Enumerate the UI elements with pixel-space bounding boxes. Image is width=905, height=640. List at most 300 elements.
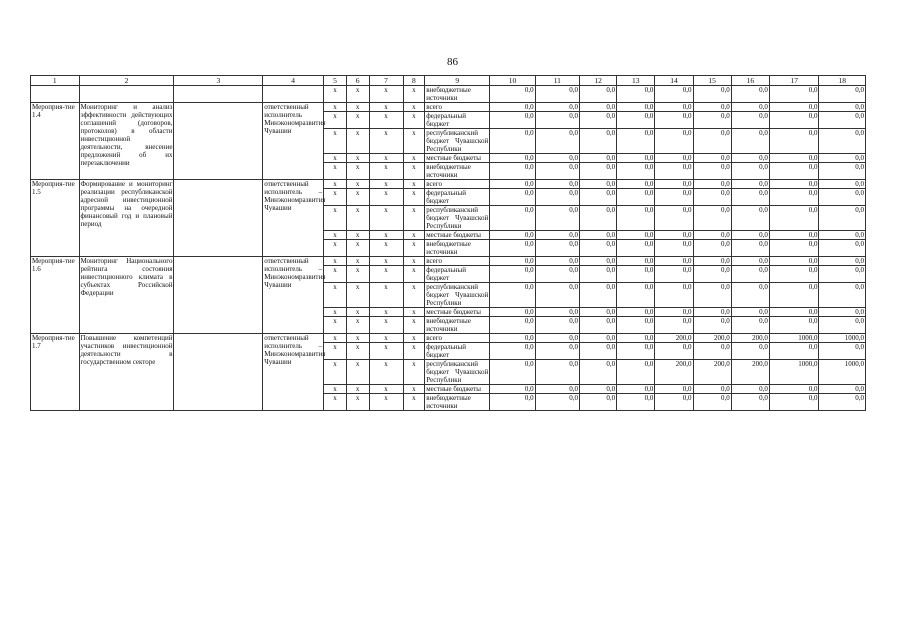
event-id: Мероприя-тие 1.4 <box>31 103 80 180</box>
value-cell: 0,0 <box>580 206 617 231</box>
value-cell: 0,0 <box>535 231 579 240</box>
executor: ответственный исполнитель – Минэкономразвития Чувашии <box>263 257 324 334</box>
value-cell: 0,0 <box>490 343 535 360</box>
x-cell: x <box>403 240 425 257</box>
value-cell: 0,0 <box>535 240 579 257</box>
x-cell: x <box>369 240 403 257</box>
column-header: 5 <box>324 76 347 86</box>
value-cell: 0,0 <box>769 180 819 189</box>
value-cell: 0,0 <box>819 283 866 308</box>
funding-source: внебюджетные источники <box>425 317 490 334</box>
funding-source: республиканский бюджет Чувашской Республики <box>426 206 489 230</box>
x-cell: x <box>324 129 347 154</box>
value-cell: 0,0 <box>769 385 819 394</box>
value-cell: 0,0 <box>580 112 617 129</box>
x-cell: x <box>346 343 369 360</box>
value-cell: 0,0 <box>693 343 731 360</box>
x-cell: x <box>403 231 425 240</box>
value-cell: 0,0 <box>769 308 819 317</box>
x-cell: x <box>369 343 403 360</box>
value-cell: 0,0 <box>490 163 535 180</box>
column-header: 15 <box>693 76 731 86</box>
value-cell: 0,0 <box>490 308 535 317</box>
value-cell: 0,0 <box>655 112 693 129</box>
value-cell: 0,0 <box>731 163 769 180</box>
value-cell: 0,0 <box>819 385 866 394</box>
value-cell: 0,0 <box>617 103 655 112</box>
funding-source: внебюджетные источники <box>425 394 490 411</box>
x-cell: x <box>324 317 347 334</box>
x-cell: x <box>324 257 347 266</box>
value-cell: 0,0 <box>580 103 617 112</box>
value-cell: 0,0 <box>819 154 866 163</box>
value-cell: 0,0 <box>769 129 819 154</box>
value-cell: 0,0 <box>490 129 535 154</box>
x-cell: x <box>403 385 425 394</box>
x-cell: x <box>346 283 369 308</box>
value-cell: 0,0 <box>490 189 535 206</box>
value-cell: 0,0 <box>769 154 819 163</box>
value-cell: 0,0 <box>655 163 693 180</box>
table-row <box>31 86 866 103</box>
value-cell: 0,0 <box>693 266 731 283</box>
x-cell: x <box>369 231 403 240</box>
x-cell: x <box>346 240 369 257</box>
value-cell: 0,0 <box>617 334 655 343</box>
value-cell: 200,0 <box>731 360 769 385</box>
value-cell: 0,0 <box>769 163 819 180</box>
value-cell: 0,0 <box>655 308 693 317</box>
x-cell: x <box>369 206 403 231</box>
value-cell: 0,0 <box>535 112 579 129</box>
x-cell: x <box>403 154 425 163</box>
value-cell: 0,0 <box>769 266 819 283</box>
value-cell: 0,0 <box>617 163 655 180</box>
value-cell: 0,0 <box>535 334 579 343</box>
value-cell: 0,0 <box>769 112 819 129</box>
value-cell: 0,0 <box>580 240 617 257</box>
funding-source: федеральный бюджет <box>425 343 490 360</box>
x-cell: x <box>369 86 403 103</box>
value-cell: 0,0 <box>617 308 655 317</box>
value-cell: 0,0 <box>535 154 579 163</box>
x-cell: x <box>324 385 347 394</box>
value-cell: 0,0 <box>655 385 693 394</box>
x-cell: x <box>369 360 403 385</box>
value-cell: 0,0 <box>490 394 535 411</box>
funding-source: внебюджетные источники <box>425 163 490 180</box>
value-cell: 0,0 <box>580 86 617 103</box>
value-cell: 0,0 <box>819 206 866 231</box>
value-cell: 0,0 <box>731 189 769 206</box>
value-cell: 0,0 <box>535 394 579 411</box>
value-cell: 0,0 <box>769 283 819 308</box>
x-cell: x <box>324 206 347 231</box>
funding-source: федеральный бюджет <box>425 266 490 283</box>
x-cell: x <box>346 334 369 343</box>
value-cell: 0,0 <box>655 394 693 411</box>
value-cell: 0,0 <box>693 257 731 266</box>
value-cell: 0,0 <box>580 317 617 334</box>
value-cell: 0,0 <box>819 129 866 154</box>
x-cell: x <box>346 308 369 317</box>
x-cell: x <box>403 129 425 154</box>
x-cell: x <box>346 163 369 180</box>
value-cell: 0,0 <box>617 206 655 231</box>
x-cell: x <box>403 394 425 411</box>
value-cell: 0,0 <box>490 266 535 283</box>
value-cell: 0,0 <box>535 129 579 154</box>
value-cell: 0,0 <box>769 189 819 206</box>
value-cell: 0,0 <box>535 206 579 231</box>
x-cell: x <box>346 266 369 283</box>
value-cell: 0,0 <box>819 343 866 360</box>
value-cell: 0,0 <box>535 385 579 394</box>
value-cell: 0,0 <box>693 129 731 154</box>
value-cell: 0,0 <box>693 103 731 112</box>
value-cell: 1000,0 <box>769 334 819 343</box>
empty-cell <box>174 180 263 257</box>
value-cell: 0,0 <box>535 103 579 112</box>
value-cell: 0,0 <box>819 317 866 334</box>
value-cell: 0,0 <box>693 163 731 180</box>
value-cell: 0,0 <box>490 86 535 103</box>
value-cell: 0,0 <box>535 189 579 206</box>
column-header: 16 <box>731 76 769 86</box>
value-cell: 0,0 <box>490 360 535 385</box>
x-cell: x <box>324 308 347 317</box>
value-cell: 0,0 <box>819 103 866 112</box>
value-cell: 0,0 <box>819 308 866 317</box>
value-cell: 0,0 <box>490 154 535 163</box>
value-cell: 0,0 <box>693 308 731 317</box>
x-cell: x <box>346 394 369 411</box>
value-cell: 0,0 <box>535 86 579 103</box>
funding-source: федеральный бюджет <box>425 112 490 129</box>
funding-source: внебюджетные источники <box>425 86 490 103</box>
value-cell: 0,0 <box>693 283 731 308</box>
value-cell: 0,0 <box>655 86 693 103</box>
value-cell: 0,0 <box>731 206 769 231</box>
value-cell: 0,0 <box>819 257 866 266</box>
value-cell: 0,0 <box>490 112 535 129</box>
event-name: Формирование и мониторинг реализации республиканской адресной инвестиционной программы на очередной финансовый год и плановый период <box>79 180 174 257</box>
value-cell: 0,0 <box>580 394 617 411</box>
x-cell: x <box>346 231 369 240</box>
x-cell: x <box>346 317 369 334</box>
column-header: 10 <box>490 76 535 86</box>
column-header: 4 <box>263 76 324 86</box>
x-cell: x <box>403 206 425 231</box>
value-cell: 0,0 <box>655 317 693 334</box>
x-cell: x <box>369 317 403 334</box>
value-cell: 1000,0 <box>769 360 819 385</box>
event-name: Повышение компетенций участников инвестиционной деятельности в государственном секторе <box>79 334 174 411</box>
x-cell: x <box>403 103 425 112</box>
x-cell: x <box>324 154 347 163</box>
value-cell: 0,0 <box>617 240 655 257</box>
x-cell: x <box>369 385 403 394</box>
x-cell: x <box>324 343 347 360</box>
value-cell: 0,0 <box>769 86 819 103</box>
value-cell: 0,0 <box>769 257 819 266</box>
x-cell: x <box>403 163 425 180</box>
header-row <box>31 76 866 86</box>
funding-source: местные бюджеты <box>425 154 490 163</box>
value-cell: 0,0 <box>819 231 866 240</box>
x-cell: x <box>403 343 425 360</box>
value-cell: 0,0 <box>617 154 655 163</box>
x-cell: x <box>403 334 425 343</box>
x-cell: x <box>346 206 369 231</box>
value-cell: 200,0 <box>731 334 769 343</box>
value-cell: 0,0 <box>580 360 617 385</box>
empty-cell <box>31 86 80 103</box>
value-cell: 0,0 <box>819 266 866 283</box>
x-cell: x <box>369 189 403 206</box>
x-cell: x <box>369 112 403 129</box>
x-cell: x <box>369 180 403 189</box>
value-cell: 0,0 <box>580 283 617 308</box>
value-cell: 0,0 <box>769 343 819 360</box>
value-cell: 0,0 <box>693 385 731 394</box>
x-cell: x <box>403 180 425 189</box>
value-cell: 0,0 <box>819 112 866 129</box>
funding-source: республиканский бюджет Чувашской Республики <box>426 283 489 307</box>
column-header: 18 <box>819 76 866 86</box>
x-cell: x <box>346 189 369 206</box>
event-id: Мероприя-тие 1.7 <box>31 334 80 411</box>
budget-table <box>30 75 866 411</box>
executor: ответственный исполнитель – Минэкономразвития Чувашии <box>263 334 324 411</box>
x-cell: x <box>369 163 403 180</box>
empty-cell <box>174 103 263 180</box>
x-cell: x <box>324 283 347 308</box>
value-cell: 0,0 <box>490 231 535 240</box>
funding-source: местные бюджеты <box>425 308 490 317</box>
value-cell: 0,0 <box>580 334 617 343</box>
value-cell: 0,0 <box>580 343 617 360</box>
value-cell: 0,0 <box>731 129 769 154</box>
value-cell: 0,0 <box>731 240 769 257</box>
column-header: 7 <box>369 76 403 86</box>
value-cell: 0,0 <box>580 154 617 163</box>
value-cell: 0,0 <box>693 317 731 334</box>
empty-cell <box>174 257 263 334</box>
value-cell: 0,0 <box>731 103 769 112</box>
x-cell: x <box>369 257 403 266</box>
table-row <box>31 180 866 189</box>
x-cell: x <box>403 308 425 317</box>
empty-cell <box>174 334 263 411</box>
x-cell: x <box>324 180 347 189</box>
x-cell: x <box>369 266 403 283</box>
x-cell: x <box>324 231 347 240</box>
value-cell: 200,0 <box>693 334 731 343</box>
column-header: 3 <box>174 76 263 86</box>
x-cell: x <box>403 189 425 206</box>
x-cell: x <box>369 283 403 308</box>
value-cell: 0,0 <box>819 86 866 103</box>
value-cell: 0,0 <box>617 283 655 308</box>
value-cell: 0,0 <box>693 86 731 103</box>
value-cell: 0,0 <box>617 112 655 129</box>
value-cell: 0,0 <box>490 206 535 231</box>
value-cell: 0,0 <box>490 180 535 189</box>
value-cell: 0,0 <box>693 394 731 411</box>
column-header: 13 <box>617 76 655 86</box>
value-cell: 0,0 <box>693 206 731 231</box>
value-cell: 0,0 <box>617 360 655 385</box>
value-cell: 0,0 <box>819 163 866 180</box>
x-cell: x <box>403 317 425 334</box>
value-cell: 0,0 <box>617 385 655 394</box>
value-cell: 0,0 <box>535 257 579 266</box>
x-cell: x <box>346 129 369 154</box>
value-cell: 1000,0 <box>819 360 866 385</box>
value-cell: 0,0 <box>490 385 535 394</box>
value-cell: 0,0 <box>617 86 655 103</box>
value-cell: 0,0 <box>655 103 693 112</box>
value-cell: 0,0 <box>535 163 579 180</box>
x-cell: x <box>346 257 369 266</box>
column-header: 17 <box>769 76 819 86</box>
value-cell: 0,0 <box>693 231 731 240</box>
funding-source: местные бюджеты <box>425 231 490 240</box>
column-header: 6 <box>346 76 369 86</box>
value-cell: 0,0 <box>535 266 579 283</box>
event-name: Мониторинг и анализ эффективности действующих соглашений (договоров, протоколов) в области инвестиционной деятельности, внесение предложений об их перезаключении <box>79 103 174 180</box>
value-cell: 0,0 <box>580 231 617 240</box>
value-cell: 0,0 <box>769 240 819 257</box>
value-cell: 0,0 <box>535 360 579 385</box>
value-cell: 0,0 <box>617 189 655 206</box>
value-cell: 0,0 <box>731 154 769 163</box>
value-cell: 0,0 <box>490 257 535 266</box>
value-cell: 0,0 <box>580 189 617 206</box>
funding-source: всего <box>425 103 490 112</box>
value-cell: 0,0 <box>490 240 535 257</box>
value-cell: 0,0 <box>617 231 655 240</box>
value-cell: 0,0 <box>731 385 769 394</box>
table-row <box>31 257 866 266</box>
value-cell: 0,0 <box>655 189 693 206</box>
value-cell: 0,0 <box>819 240 866 257</box>
value-cell: 0,0 <box>819 394 866 411</box>
x-cell: x <box>369 334 403 343</box>
x-cell: x <box>324 163 347 180</box>
value-cell: 0,0 <box>655 154 693 163</box>
x-cell: x <box>324 266 347 283</box>
value-cell: 0,0 <box>617 343 655 360</box>
x-cell: x <box>346 360 369 385</box>
funding-source: федеральный бюджет <box>425 189 490 206</box>
x-cell: x <box>369 308 403 317</box>
x-cell: x <box>324 103 347 112</box>
value-cell: 0,0 <box>535 308 579 317</box>
event-id: Мероприя-тие 1.5 <box>31 180 80 257</box>
column-header: 2 <box>79 76 174 86</box>
empty-cell <box>263 86 324 103</box>
value-cell: 0,0 <box>731 283 769 308</box>
value-cell: 200,0 <box>655 334 693 343</box>
funding-source: внебюджетные источники <box>425 240 490 257</box>
value-cell: 0,0 <box>731 112 769 129</box>
x-cell: x <box>403 112 425 129</box>
x-cell: x <box>403 360 425 385</box>
x-cell: x <box>369 129 403 154</box>
funding-source: всего <box>425 257 490 266</box>
funding-source: республиканский бюджет Чувашской Республики <box>426 129 489 153</box>
event-id: Мероприя-тие 1.6 <box>31 257 80 334</box>
x-cell: x <box>324 360 347 385</box>
value-cell: 0,0 <box>617 266 655 283</box>
value-cell: 0,0 <box>490 334 535 343</box>
value-cell: 0,0 <box>731 86 769 103</box>
value-cell: 0,0 <box>769 206 819 231</box>
value-cell: 0,0 <box>655 257 693 266</box>
x-cell: x <box>346 154 369 163</box>
value-cell: 0,0 <box>731 257 769 266</box>
value-cell: 0,0 <box>693 154 731 163</box>
value-cell: 0,0 <box>819 180 866 189</box>
value-cell: 0,0 <box>580 266 617 283</box>
x-cell: x <box>346 385 369 394</box>
value-cell: 0,0 <box>731 266 769 283</box>
value-cell: 0,0 <box>731 308 769 317</box>
value-cell: 0,0 <box>490 103 535 112</box>
x-cell: x <box>346 112 369 129</box>
value-cell: 0,0 <box>535 283 579 308</box>
x-cell: x <box>403 283 425 308</box>
x-cell: x <box>324 189 347 206</box>
value-cell: 0,0 <box>580 308 617 317</box>
value-cell: 0,0 <box>617 180 655 189</box>
value-cell: 0,0 <box>731 394 769 411</box>
value-cell: 0,0 <box>693 180 731 189</box>
value-cell: 0,0 <box>655 343 693 360</box>
value-cell: 0,0 <box>580 180 617 189</box>
x-cell: x <box>346 180 369 189</box>
column-header: 8 <box>403 76 425 86</box>
funding-source: республиканский бюджет Чувашской Республики <box>426 360 489 384</box>
value-cell: 0,0 <box>490 283 535 308</box>
value-cell: 0,0 <box>580 163 617 180</box>
table-row <box>31 103 866 112</box>
value-cell: 0,0 <box>769 103 819 112</box>
value-cell: 0,0 <box>693 189 731 206</box>
value-cell: 0,0 <box>819 189 866 206</box>
value-cell: 0,0 <box>617 257 655 266</box>
value-cell: 0,0 <box>731 317 769 334</box>
table-row <box>31 334 866 343</box>
value-cell: 1000,0 <box>819 334 866 343</box>
value-cell: 0,0 <box>535 180 579 189</box>
x-cell: x <box>346 86 369 103</box>
value-cell: 0,0 <box>535 317 579 334</box>
value-cell: 0,0 <box>655 266 693 283</box>
value-cell: 0,0 <box>655 240 693 257</box>
value-cell: 0,0 <box>580 257 617 266</box>
value-cell: 0,0 <box>490 317 535 334</box>
value-cell: 0,0 <box>655 283 693 308</box>
value-cell: 0,0 <box>580 385 617 394</box>
value-cell: 200,0 <box>693 360 731 385</box>
x-cell: x <box>324 112 347 129</box>
value-cell: 0,0 <box>769 231 819 240</box>
column-header: 9 <box>425 76 490 86</box>
value-cell: 0,0 <box>731 343 769 360</box>
